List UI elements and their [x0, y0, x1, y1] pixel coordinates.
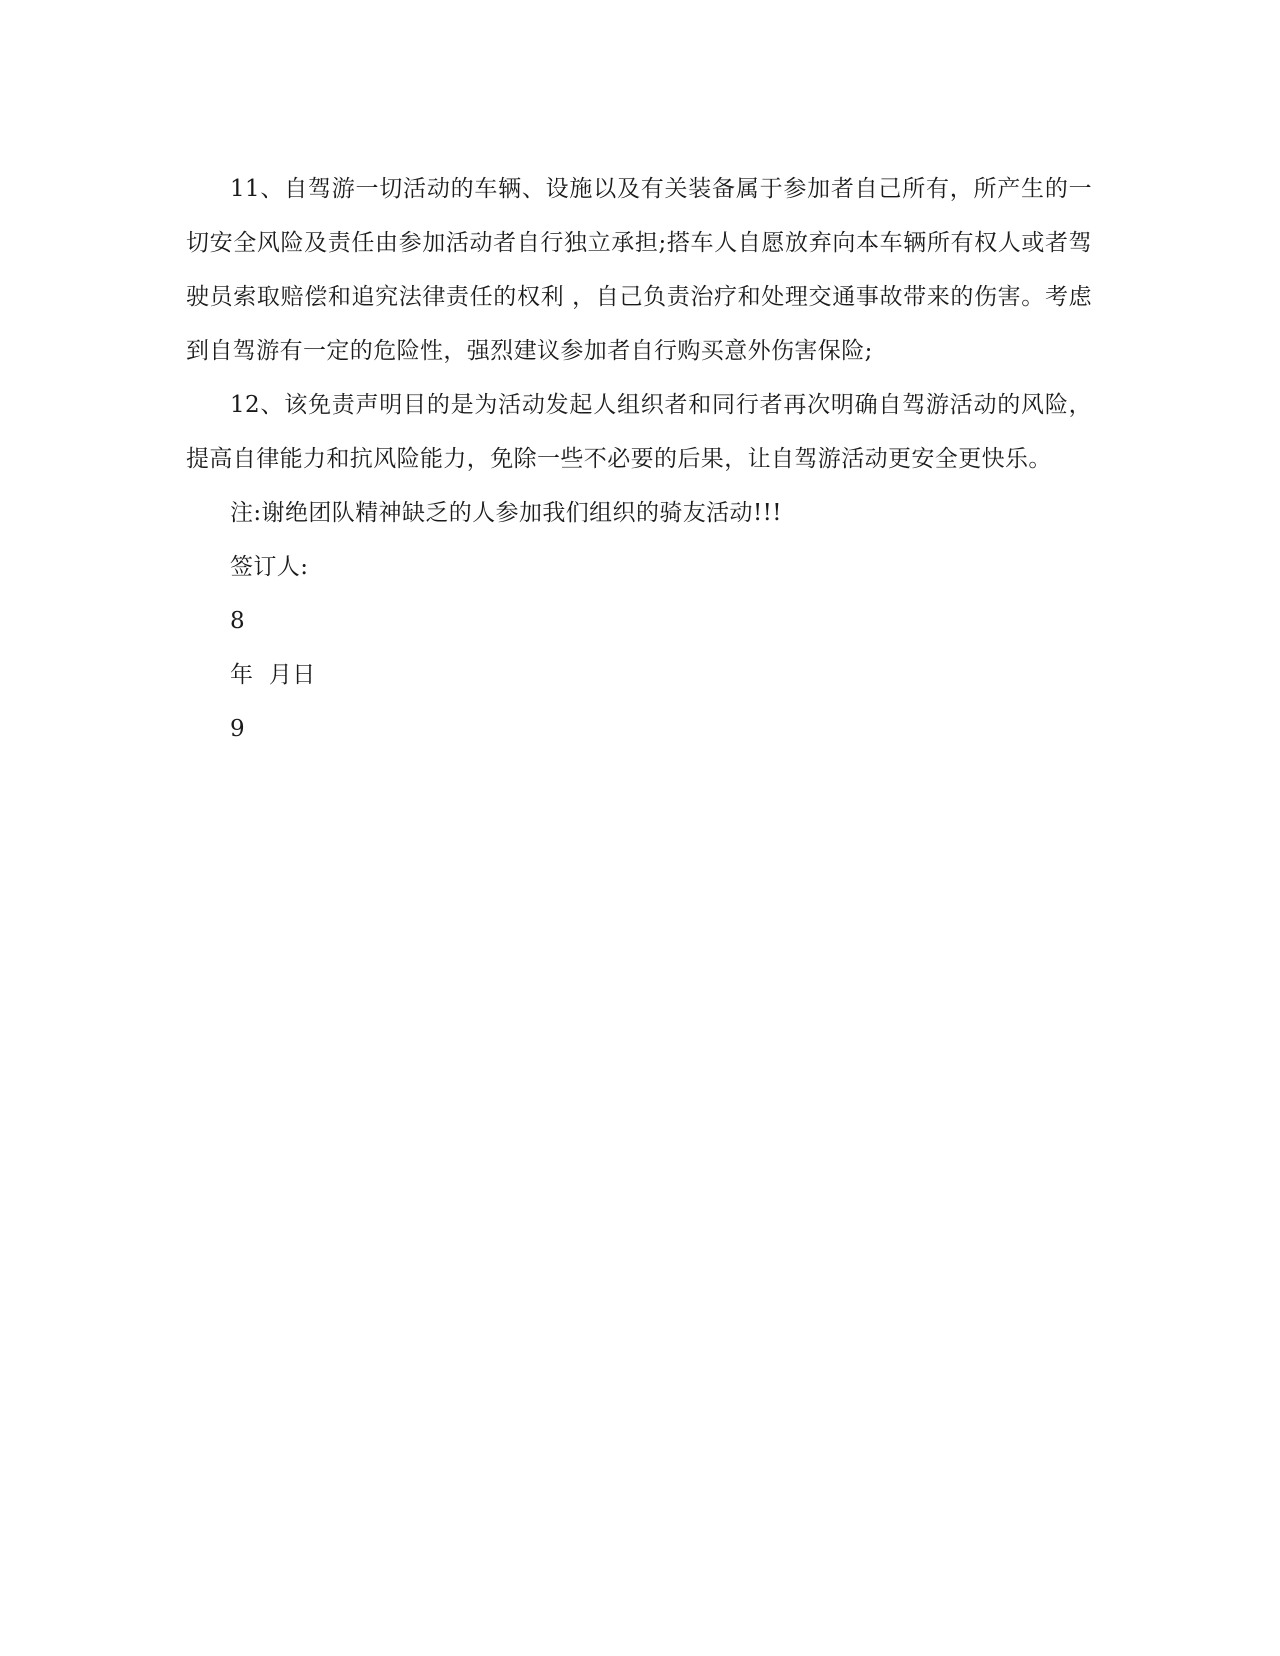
clause-12-paragraph: 12、该免责声明目的是为活动发起人组织者和同行者再次明确自驾游活动的风险，提高自律能力和抗风险能力，免除一些不必要的后果，让自驾游活动更安全更快乐。	[186, 392, 1092, 472]
signer-label: 签订人:	[230, 554, 309, 580]
clause-11-paragraph: 11、自驾游一切活动的车辆、设施以及有关装备属于参加者自己所有，所产生的一切安全风险及责任由参加活动者自行独立承担;搭车人自愿放弃向本车辆所有权人或者驾驶员索取赔偿和追究法律责任的权利 ，自己负责治疗和处理交通事故带来的伤害。考虑到自驾游有一定的危险性，强烈建议参加者自行购买意外伤害保险;	[186, 176, 1092, 364]
note-line: 注:谢绝团队精神缺乏的人参加我们组织的骑友活动!!!	[230, 500, 782, 526]
document-body	[186, 162, 1092, 756]
line-number-8: 8	[230, 608, 246, 634]
line-number-9: 9	[230, 716, 246, 742]
date-label: 年 月日	[230, 662, 316, 688]
